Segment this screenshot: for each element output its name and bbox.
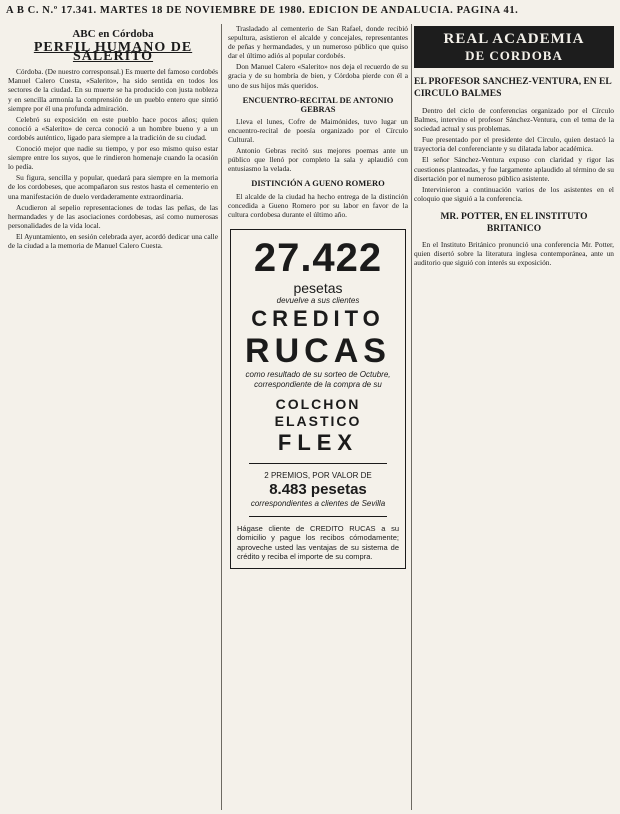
article-paragraph: Antonio Gebras recitó sus mejores poemas ante un público que llenó por completo la sala y aplaudió con entusiasmo la velada. — [228, 146, 408, 174]
ad-prize-sub: correspondientes a clientes de Sevilla — [250, 498, 386, 508]
banner-line2: DE CORDOBA — [465, 48, 563, 63]
ad-footer: Hágase cliente de CREDITO RUCAS a su domicilio y pague los recibos cómodamente; aproveche usted las ventajas de su sistema de crédito y reciba el importe de su compra. — [237, 523, 399, 562]
section-kicker: ABC en Córdoba — [72, 28, 154, 40]
ad-brand-line1: CREDITO — [251, 305, 385, 331]
article-paragraph: Celebró su exposición en este pueblo hace pocos años; quien conoció a «Salerito» de cerca conoció a un hombre bueno y a un cordobés auténtico, ligado para siempre a la tradición de su ciudad. — [8, 114, 218, 142]
article-subheadline: MR. POTTER, EN EL INSTITUTO BRITANICO — [440, 211, 588, 234]
ad-divider — [249, 463, 387, 464]
banner-line1: REAL ACADEMIA — [443, 31, 585, 47]
article-paragraph: En el Instituto Británico pronunció una conferencia Mr. Potter, quien disertó sobre la literatura inglesa contemporánea, ante un auditorio que siguió con interés su exposición. — [414, 239, 614, 268]
article-subheadline: DISTINCIÓN A GUENO ROMERO — [251, 178, 385, 189]
ad-description: como resultado de su sorteo de Octubre, correspondiente de la compra de su — [245, 369, 391, 389]
column-middle — [228, 24, 408, 810]
ad-tagline: devuelve a sus clientes — [276, 295, 360, 305]
article-paragraph: El alcalde de la ciudad ha hecho entrega de la distinción concedida a Gueno Romero por su labor en favor de la cultura cordobesa durante el último año. — [228, 191, 408, 219]
article-paragraph: Su figura, sencilla y popular, quedará para siempre en la memoria de los cordobeses, que acompañaron sus restos hasta el cementerio en una manifestación de duelo verdaderamente extraordinaria. — [8, 173, 218, 201]
ad-prize-amount: 8.483 pesetas — [269, 480, 367, 498]
advertisement-box — [230, 229, 406, 569]
article-paragraph: Conoció mejor que nadie su tiempo, y por eso mismo quiso estar siempre entre los suyos, que le rindieron homenaje cuando la ocasión lo pedía. — [8, 144, 218, 172]
ad-product: COLCHON ELASTICO — [274, 395, 362, 429]
article-paragraph: El señor Sánchez-Ventura expuso con claridad y rigor las cuestiones planteadas, y fue largamente aplaudido al término de su disertación por el numeroso público asistente. — [414, 155, 614, 183]
article-headline: EL PROFESOR SANCHEZ-VENTURA, EN EL CIRCULO BALMES — [414, 77, 612, 99]
article-paragraph: Dentro del ciclo de conferencias organizado por el Círculo Balmes, intervino el profesor Sánchez-Ventura, con el tema de la sociedad actual y sus problemas. — [414, 106, 614, 134]
article-paragraph: Don Manuel Calero «Salerito» nos deja el recuerdo de su gracia y de su hombría de bien, y Córdoba pierde con él a uno de sus hijos más queridos. — [228, 62, 408, 90]
ad-brand-line2: RUCAS — [245, 331, 391, 370]
section-banner — [414, 26, 614, 68]
article-paragraph: Trasladado al cementerio de San Rafael, donde recibió sepultura, asistieron el alcalde y concejales, representantes de peñas y hermandades, y un numeroso público que quiso dar el último adiós al popular cordobés. — [228, 24, 408, 61]
ad-unit: pesetas — [293, 279, 343, 296]
article-headline: PERFIL HUMANO DE SALERITO — [33, 40, 193, 65]
ad-amount: 27.422 — [253, 235, 383, 280]
ad-divider — [249, 516, 387, 517]
article-paragraph: El Ayuntamiento, en sesión celebrada ayer, acordó dedicar una calle de la ciudad a la memoria de Manuel Calero Cuesta. — [8, 231, 218, 250]
ad-prize-line: 2 PREMIOS, POR VALOR DE — [264, 470, 372, 480]
page-header: A B C. N.º 17.341. MARTES 18 DE NOVIEMBRE DE 1980. EDICION DE ANDALUCIA. PAGINA 41. — [6, 5, 519, 16]
column-right — [414, 24, 614, 810]
ad-product-brand: FLEX — [277, 429, 359, 455]
column-left — [8, 24, 218, 810]
article-paragraph: Córdoba. (De nuestro corresponsal.) Es muerte del famoso cordobés Manuel Calero Cuesta, «Salerito», ha sido sentida en todos los sectores de la ciudad. En su muerte se ha producido con justa nobleza y en sencilla armonía la comprensión de un pueblo entero que sintió siempre por él una profunda admiración. — [8, 67, 218, 113]
article-paragraph: Fue presentado por el presidente del Círculo, quien destacó la trayectoria del conferenciante y su dilatada labor académica. — [414, 135, 614, 154]
column-divider — [221, 24, 222, 810]
article-subheadline: ENCUENTRO-RECITAL DE ANTONIO GEBRAS — [242, 94, 394, 114]
article-paragraph: Lleva el lunes, Cofre de Maimónides, tuvo lugar un encuentro-recital de poesía organizado por el Círculo Cultural. — [228, 116, 408, 145]
article-paragraph: Acudieron al sepelio representaciones de todas las peñas, de las hermandades y de las asociaciones cordobesas, así como numerosas personalidades de la vida local. — [8, 202, 218, 230]
article-paragraph: Intervinieron a continuación varios de los asistentes en el coloquio que siguió a la conferencia. — [414, 184, 614, 203]
column-divider — [411, 24, 412, 810]
